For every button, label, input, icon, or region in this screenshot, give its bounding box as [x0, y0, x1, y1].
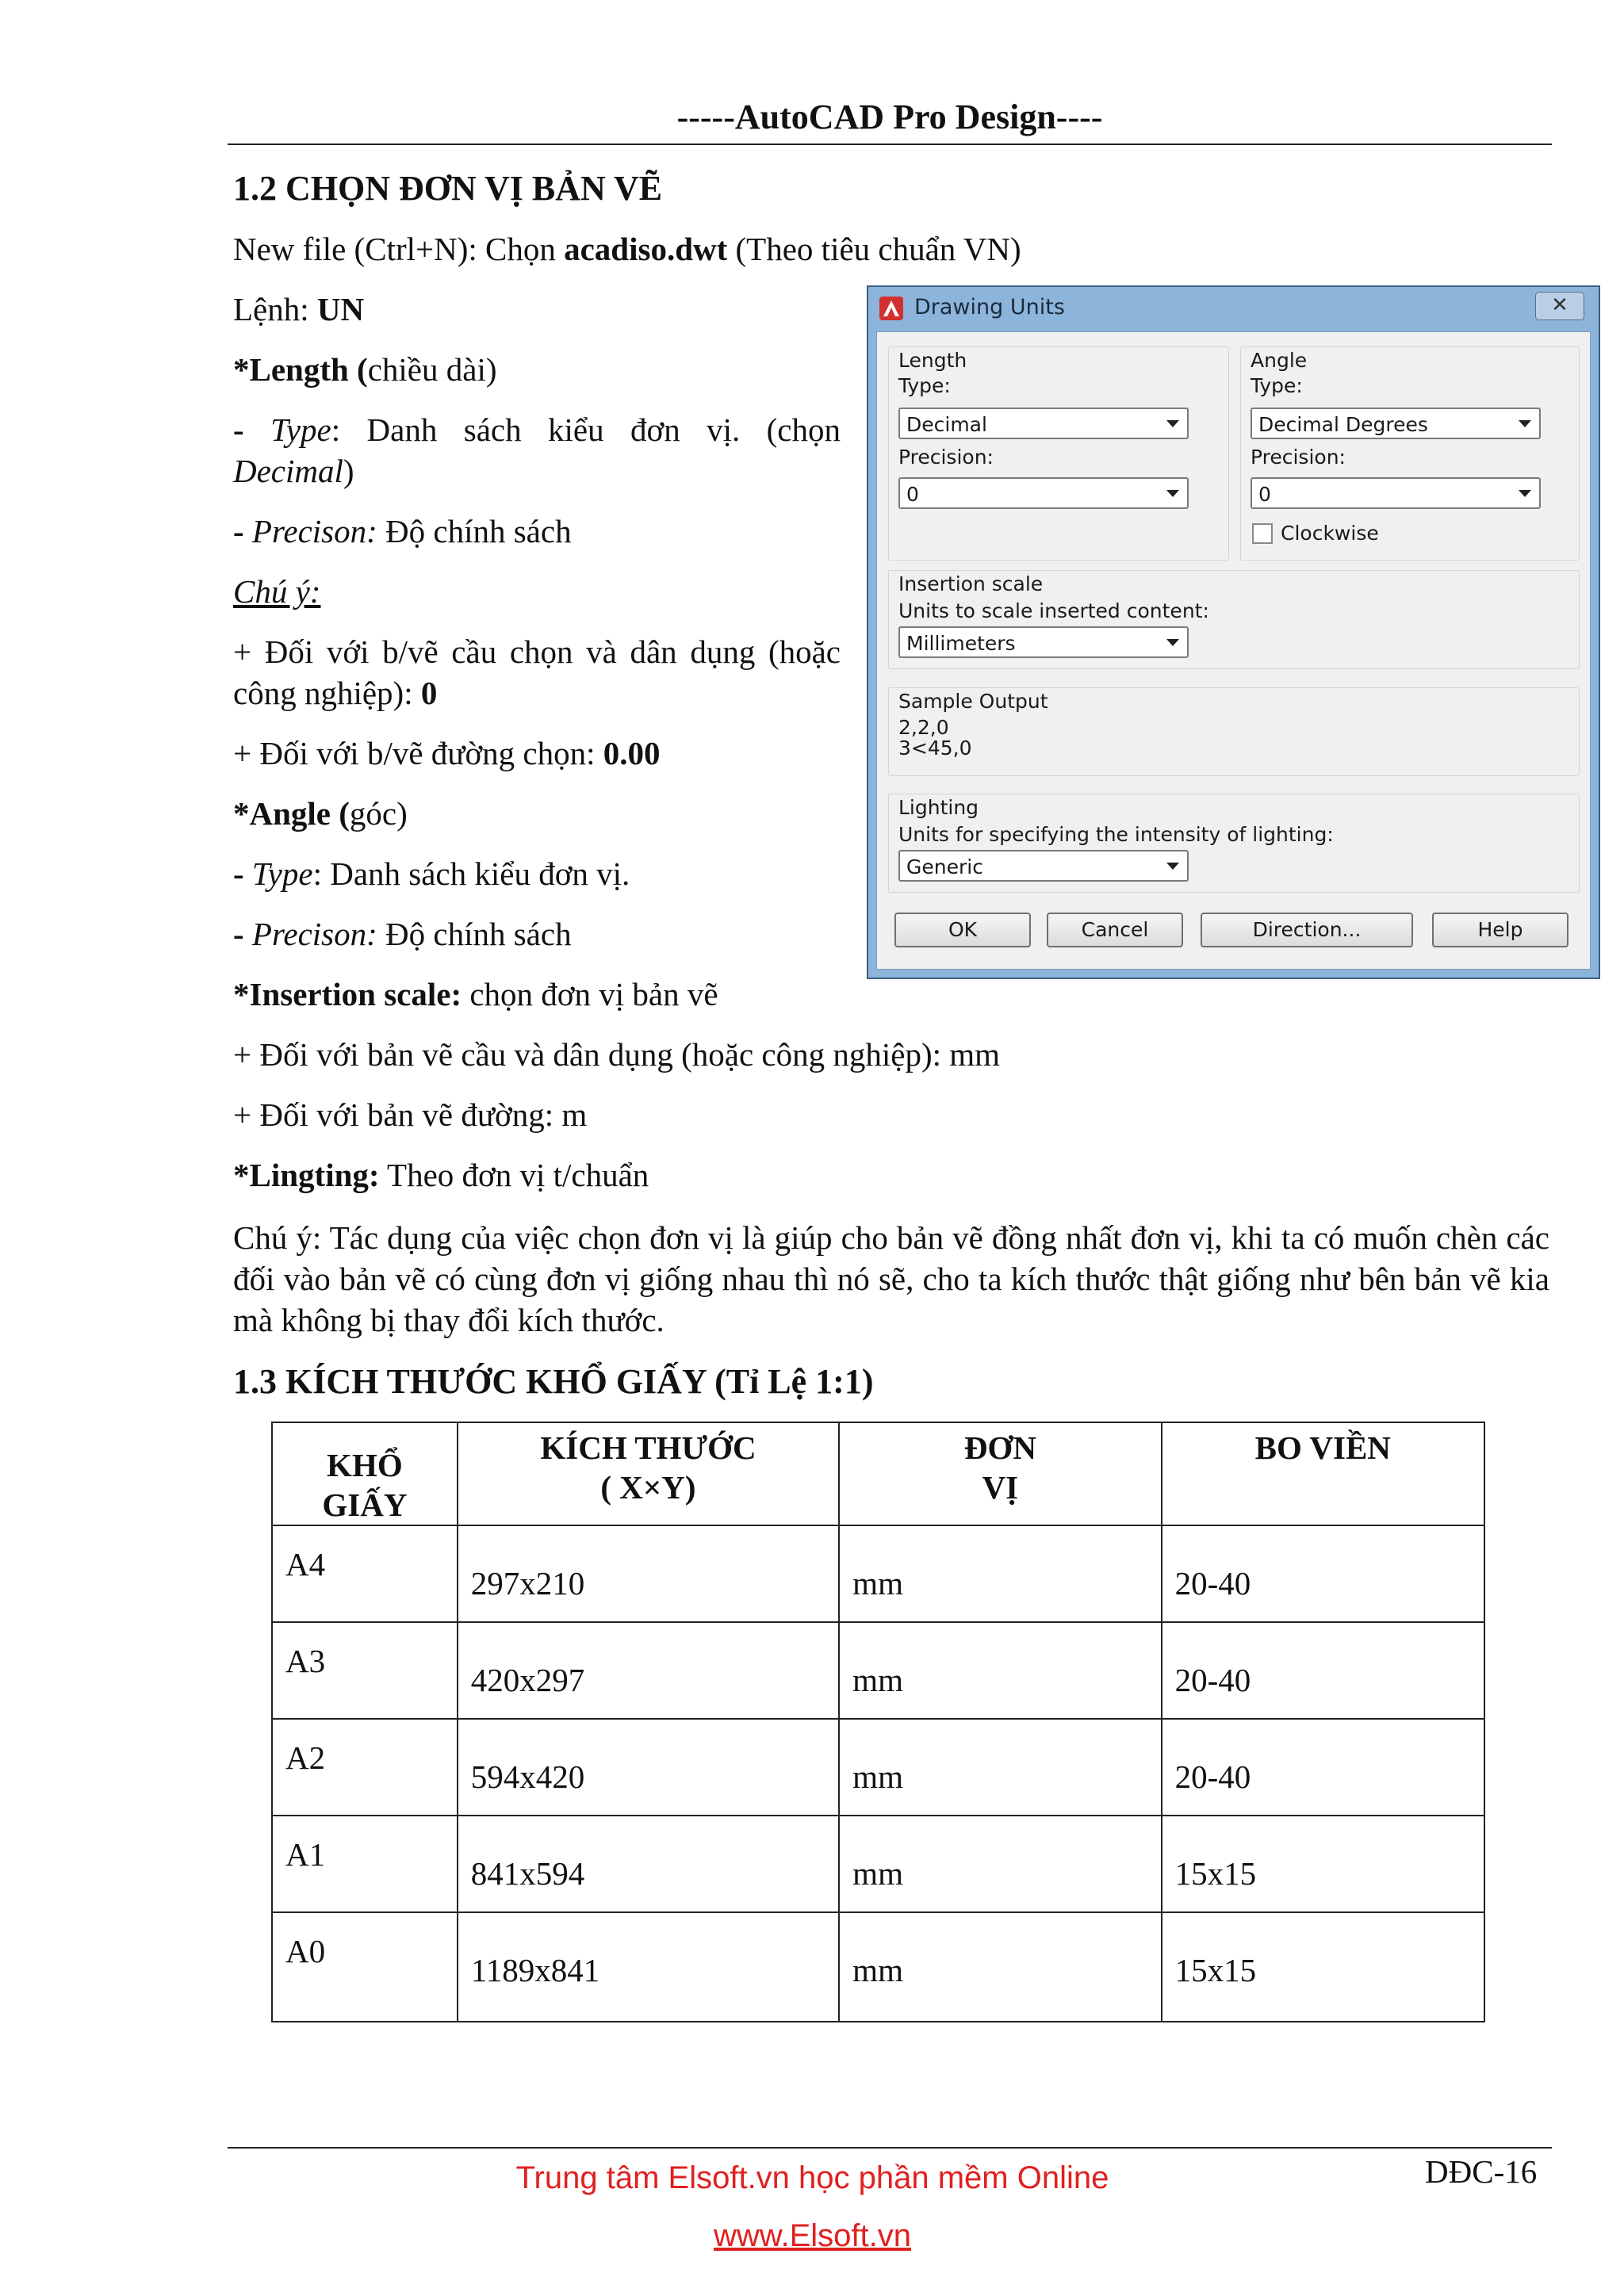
angle-group-title: Angle — [1251, 349, 1308, 372]
header-size-line2: ( X×Y) — [600, 1469, 696, 1506]
cell-unit: mm — [839, 1912, 1161, 2022]
table-row — [272, 1816, 1484, 1912]
autocad-logo-icon — [879, 297, 903, 320]
length-heading — [233, 349, 497, 390]
cell-border: 15x15 — [1162, 1912, 1484, 2022]
newfile-template: acadiso.dwt — [564, 231, 728, 267]
newfile-suffix: (Theo tiêu chuẩn VN) — [727, 231, 1021, 267]
chevron-down-icon — [1166, 490, 1179, 497]
angle-group — [1240, 346, 1580, 561]
angle-type-desc: : Danh sách kiểu đơn vị. — [312, 855, 630, 892]
table-row — [272, 1719, 1484, 1816]
cell-unit: mm — [839, 1525, 1161, 1622]
note2-value: 0.00 — [603, 735, 661, 771]
footer-website-link[interactable]: www.Elsoft.vn — [714, 2218, 911, 2253]
cancel-button[interactable]: Cancel — [1047, 913, 1183, 947]
length-precision-value: 0 — [906, 483, 919, 506]
type-desc: : Danh sách kiểu đơn vị. (chọn — [331, 411, 841, 448]
length-desc: chiều dài) — [367, 351, 497, 388]
length-type-value: Decimal — [906, 413, 987, 436]
header-size — [458, 1422, 839, 1525]
header-paper — [272, 1422, 458, 1525]
insertion-group-title: Insertion scale — [898, 572, 1044, 595]
header-unit-line1: ĐƠN — [963, 1429, 1036, 1466]
angle-precision-label: Precison: — [251, 916, 377, 952]
dialog-body — [876, 331, 1591, 970]
chevron-down-icon — [1519, 490, 1531, 497]
note1-text: + Đối với b/vẽ cầu chọn và dân dụng (hoặc công nghiệp): — [233, 633, 841, 711]
page-header: -----AutoCAD Pro Design---- — [676, 98, 1103, 136]
length-label: *Length ( — [233, 351, 368, 388]
close-button[interactable]: ✕ — [1535, 292, 1584, 320]
angle-type-line: - Type: Danh sách kiểu đơn vị. — [233, 855, 630, 892]
chevron-down-icon — [1166, 420, 1179, 427]
cell-paper: A4 — [272, 1525, 458, 1622]
clockwise-checkbox[interactable] — [1252, 523, 1273, 544]
cell-size: 1189x841 — [458, 1912, 839, 2022]
note1-value: 0 — [420, 675, 438, 711]
angle-precision-label: Precision: — [1251, 446, 1346, 469]
angle-precision-desc: Độ chính sách — [377, 916, 572, 952]
footer-rule — [228, 2147, 1552, 2149]
table-row — [272, 1622, 1484, 1719]
insertion-units-label: Units to scale inserted content: — [898, 599, 1209, 622]
header-rule — [228, 144, 1552, 145]
lighting-heading — [233, 1154, 649, 1196]
lighting-desc: Theo đơn vị t/chuẩn — [379, 1157, 649, 1193]
section-title-paper-sizes: 1.3 KÍCH THƯỚC KHỔ GIẤY (Tỉ Lệ 1:1) — [233, 1362, 874, 1401]
newfile-line — [233, 228, 1021, 270]
header-unit — [839, 1422, 1161, 1525]
table-header-row — [272, 1422, 1484, 1525]
length-group — [888, 346, 1229, 561]
drawing-units-dialog — [867, 285, 1600, 979]
dialog-title: Drawing Units — [914, 295, 1065, 320]
insertion-desc: chọn đơn vị bản vẽ — [462, 976, 718, 1012]
type-close: ) — [343, 453, 354, 489]
type-decimal: Decimal — [233, 453, 343, 489]
note-line-2 — [233, 733, 661, 774]
cell-size: 297x210 — [458, 1525, 839, 1622]
direction-button[interactable]: Direction... — [1201, 913, 1413, 947]
cell-border: 20-40 — [1162, 1719, 1484, 1816]
precision-desc: Độ chính sách — [377, 513, 572, 549]
angle-precision-select[interactable] — [1251, 477, 1541, 509]
header-border — [1162, 1422, 1484, 1525]
chevron-down-icon — [1166, 639, 1179, 646]
table-row — [272, 1912, 1484, 2022]
footer-center-name: Trung tâm Elsoft.vn học phần mềm Online — [515, 2160, 1109, 2195]
note-line-1 — [233, 631, 841, 714]
angle-type-label: Type: — [1251, 374, 1303, 397]
angle-type-label: Type — [251, 855, 313, 892]
length-precision-line: - Precison: Độ chính sách — [233, 513, 572, 549]
command-prefix: Lệnh: — [233, 291, 317, 327]
command-line — [233, 289, 364, 330]
cell-unit: mm — [839, 1816, 1161, 1912]
header-paper-line2: GIẤY — [322, 1487, 408, 1523]
length-group-title: Length — [898, 349, 967, 372]
precision-label: Precison: — [251, 513, 377, 549]
cell-border: 20-40 — [1162, 1525, 1484, 1622]
table-row — [272, 1525, 1484, 1622]
length-precision-label: Precision: — [898, 446, 994, 469]
note2-text: + Đối với b/vẽ đường chọn: — [233, 735, 603, 771]
page-number: DĐC-16 — [1425, 2153, 1538, 2190]
footer-website[interactable] — [228, 2218, 1397, 2254]
insertion-note-2: + Đối với bản vẽ đường: m — [233, 1096, 588, 1133]
insertion-note-1: + Đối với bản vẽ cầu và dân dụng (hoặc công nghiệp): mm — [233, 1036, 1001, 1073]
length-type-select[interactable] — [898, 408, 1189, 439]
cell-size: 420x297 — [458, 1622, 839, 1719]
chevron-down-icon — [1166, 863, 1179, 870]
angle-type-value: Decimal Degrees — [1258, 413, 1428, 436]
lighting-group-title: Lighting — [898, 796, 979, 819]
note-paragraph: Chú ý: Tác dụng của việc chọn đơn vị là giúp cho bản vẽ đồng nhất đơn vị, khi ta có muốn chèn các đối vào bản vẽ có cùng đơn vị giống nhau thì nó sẽ, cho ta kích thước thật giống như bên bản vẽ kia mà không bị thay đổi kích thước. — [233, 1219, 1549, 1338]
insertion-group — [888, 570, 1580, 669]
paper-size-table — [271, 1422, 1485, 2022]
cell-unit: mm — [839, 1622, 1161, 1719]
lighting-units-select[interactable] — [898, 850, 1189, 882]
cell-paper: A1 — [272, 1816, 458, 1912]
lighting-label: *Lingting: — [233, 1157, 380, 1193]
sample-output-title: Sample Output — [898, 690, 1048, 713]
cell-paper: A0 — [272, 1912, 458, 2022]
ok-button[interactable]: OK — [894, 913, 1031, 947]
header-paper-line1: KHỔ — [327, 1447, 403, 1483]
chevron-down-icon — [1519, 420, 1531, 427]
header-border-line1: BO VIỀN — [1254, 1429, 1391, 1466]
note-heading — [233, 571, 320, 612]
insertion-units-select[interactable] — [898, 626, 1189, 658]
header-size-line1: KÍCH THƯỚC — [540, 1429, 756, 1466]
note-label: Chú ý: — [233, 573, 321, 610]
sample-line-2: 3<45,0 — [898, 737, 972, 760]
dash: - — [233, 411, 271, 448]
angle-precision-line: - Precison: Độ chính sách — [233, 916, 572, 952]
angle-heading — [233, 793, 408, 834]
cell-size: 841x594 — [458, 1816, 839, 1912]
command-name: UN — [316, 291, 365, 327]
help-button[interactable]: Help — [1432, 913, 1568, 947]
length-precision-select[interactable] — [898, 477, 1189, 509]
cell-size: 594x420 — [458, 1719, 839, 1816]
cell-unit: mm — [839, 1719, 1161, 1816]
cell-border: 20-40 — [1162, 1622, 1484, 1719]
newfile-prefix: New file (Ctrl+N): Chọn — [233, 231, 565, 267]
lighting-units-value: Generic — [906, 855, 983, 878]
angle-type-select[interactable] — [1251, 408, 1541, 439]
cell-paper: A2 — [272, 1719, 458, 1816]
length-type-label: Type: — [898, 374, 951, 397]
sample-line-1: 2,2,0 — [898, 716, 949, 739]
insertion-heading — [233, 974, 718, 1015]
sample-output-group — [888, 687, 1580, 776]
header-unit-line2: VỊ — [982, 1469, 1019, 1506]
cell-border: 15x15 — [1162, 1816, 1484, 1912]
length-type-line — [233, 409, 841, 492]
angle-precision-value: 0 — [1258, 483, 1271, 506]
clockwise-label: Clockwise — [1281, 522, 1379, 545]
angle-label: *Angle ( — [233, 795, 350, 832]
lighting-group — [888, 794, 1580, 893]
type-label: Type — [270, 411, 331, 448]
dialog-titlebar[interactable] — [868, 287, 1599, 328]
cell-paper: A3 — [272, 1622, 458, 1719]
insertion-units-value: Millimeters — [906, 632, 1016, 655]
lighting-units-label: Units for specifying the intensity of lighting: — [898, 823, 1334, 846]
insertion-label: *Insertion scale: — [233, 976, 462, 1012]
angle-desc: góc) — [349, 795, 408, 832]
section-title-units: 1.2 CHỌN ĐƠN VỊ BẢN VẼ — [233, 169, 663, 208]
